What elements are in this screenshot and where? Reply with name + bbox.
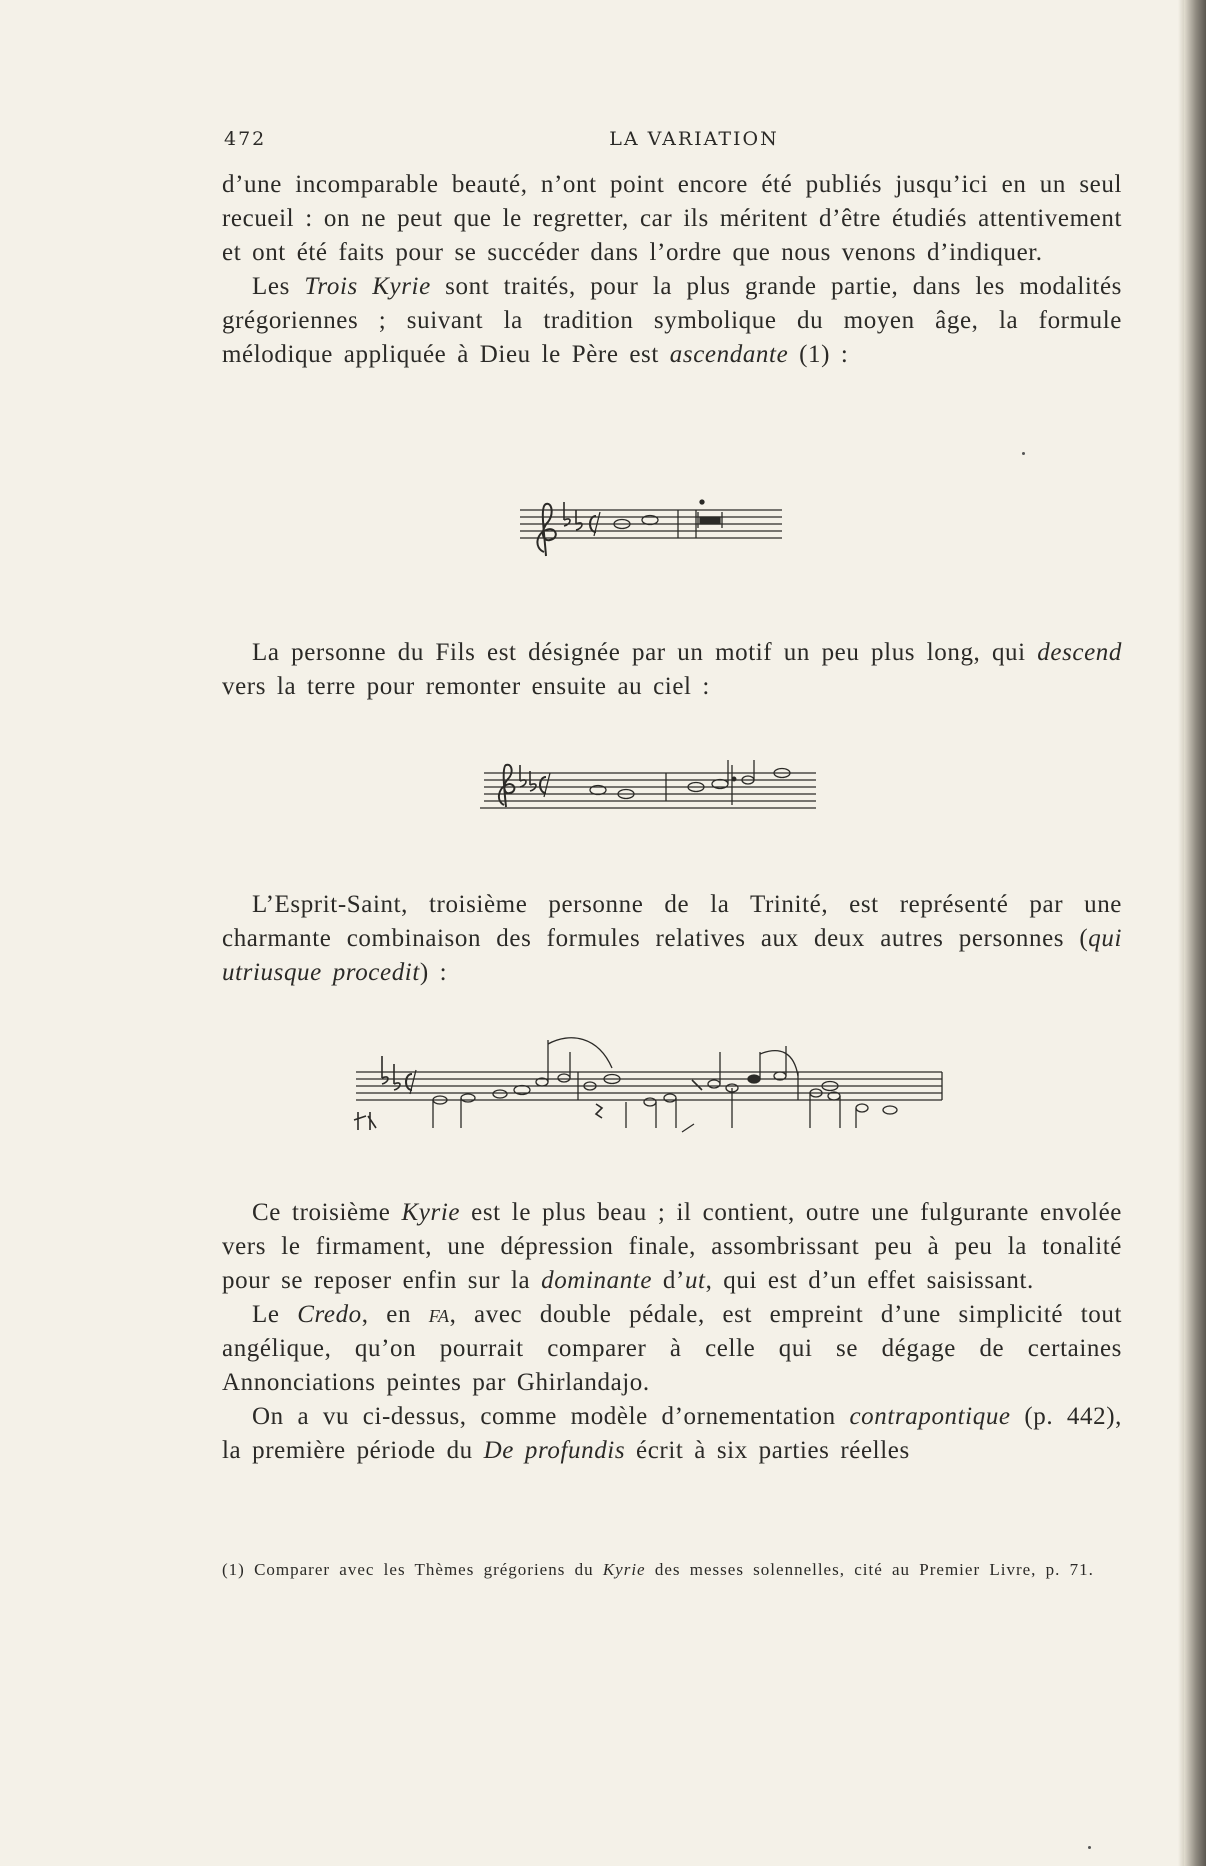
text-run: , qui est d’un effet saisissant. <box>705 1267 1034 1294</box>
text-run: Ce troisième <box>252 1199 402 1226</box>
text-run: L’Esprit-Saint, troisième personne de la Trinité, est représenté par une charmante combinaison des formules relatives aux deux autres personnes ( <box>222 891 1122 952</box>
text-run-italic: ut <box>684 1267 706 1294</box>
text-run-italic: Kyrie <box>602 1560 646 1579</box>
ink-speck <box>1088 1846 1091 1849</box>
text-run: vers la terre pour remonter ensuite au ciel : <box>222 673 710 700</box>
text-run: (p. 442), la première période du <box>222 1403 1122 1464</box>
music-example-3 <box>350 1028 950 1138</box>
text-run: Les <box>252 273 305 300</box>
text-run-italic: Kyrie <box>401 1199 461 1226</box>
paragraph-7 <box>222 1400 1122 1468</box>
text-run: , en <box>361 1301 429 1328</box>
music-example-1 <box>510 490 800 560</box>
text-block-2 <box>222 636 1122 704</box>
text-run-italic: qui utriusque procedit <box>222 925 1122 986</box>
text-run: On a vu ci-dessus, comme modèle d’ornementation <box>252 1403 850 1430</box>
music-example-2 <box>480 755 820 815</box>
paragraph-2 <box>222 270 1122 372</box>
text-run: est le plus beau ; il contient, outre une fulgurante envolée vers le firmament, une dépression finale, assombrissant peu à peu la tonalité pour se reposer enfin sur la <box>222 1199 1122 1294</box>
text-block-1 <box>222 168 1122 372</box>
text-block-3 <box>222 888 1122 990</box>
paragraph-5 <box>222 1196 1122 1298</box>
running-title: LA VARIATION <box>609 128 779 150</box>
text-run-italic: ascendante <box>669 341 789 368</box>
text-run-italic: dominante <box>541 1267 653 1294</box>
paragraph-4 <box>222 888 1122 990</box>
running-header <box>224 128 1104 158</box>
text-run: d’ <box>652 1267 685 1294</box>
text-run-italic: Credo <box>297 1301 362 1328</box>
paragraph-1: d’une incomparable beauté, n’ont point encore été publiés jusqu’ici en un seul recueil : on ne peut que le regretter, car ils méritent d’être étudiés attentivement et ont été faits pour se succéder dans l’ordre que nous venons d’indiquer. <box>222 171 1122 266</box>
text-run: (1) Comparer avec les Thèmes grégoriens du <box>222 1560 603 1579</box>
text-run: ) : <box>419 959 448 986</box>
text-run: sont traités, pour la plus grande partie, dans les modalités grégoriennes ; suivant la tradition symbolique du moyen âge, la formule mélodique appliquée à Dieu le Père est <box>222 273 1122 368</box>
page-edge <box>1184 0 1206 1866</box>
text-run: , avec double pédale, est empreint d’une simplicité tout angélique, qu’on pourrait comparer à celle qui se dégage de certaines Annonciations peintes par Ghirlandajo. <box>222 1301 1122 1396</box>
text-run: Le <box>252 1301 298 1328</box>
paragraph-3 <box>222 636 1122 704</box>
text-run-italic: De profundis <box>483 1437 626 1464</box>
ink-speck <box>1022 452 1025 455</box>
text-run-small-caps: fa <box>428 1301 450 1328</box>
text-run-italic: descend <box>1037 639 1122 666</box>
text-run-italic: Trois Kyrie <box>304 273 431 300</box>
footnote <box>222 1556 1122 1584</box>
text-block-4 <box>222 1196 1122 1468</box>
page-number: 472 <box>224 128 267 150</box>
text-run: La personne du Fils est désignée par un motif un peu plus long, qui <box>252 639 1038 666</box>
text-run: écrit à six parties réelles <box>625 1437 910 1464</box>
text-run: des messes solennelles, cité au Premier Livre, p. 71. <box>645 1560 1094 1579</box>
paragraph-6 <box>222 1298 1122 1400</box>
text-run-italic: contrapontique <box>849 1403 1011 1430</box>
text-run: (1) : <box>788 341 849 368</box>
